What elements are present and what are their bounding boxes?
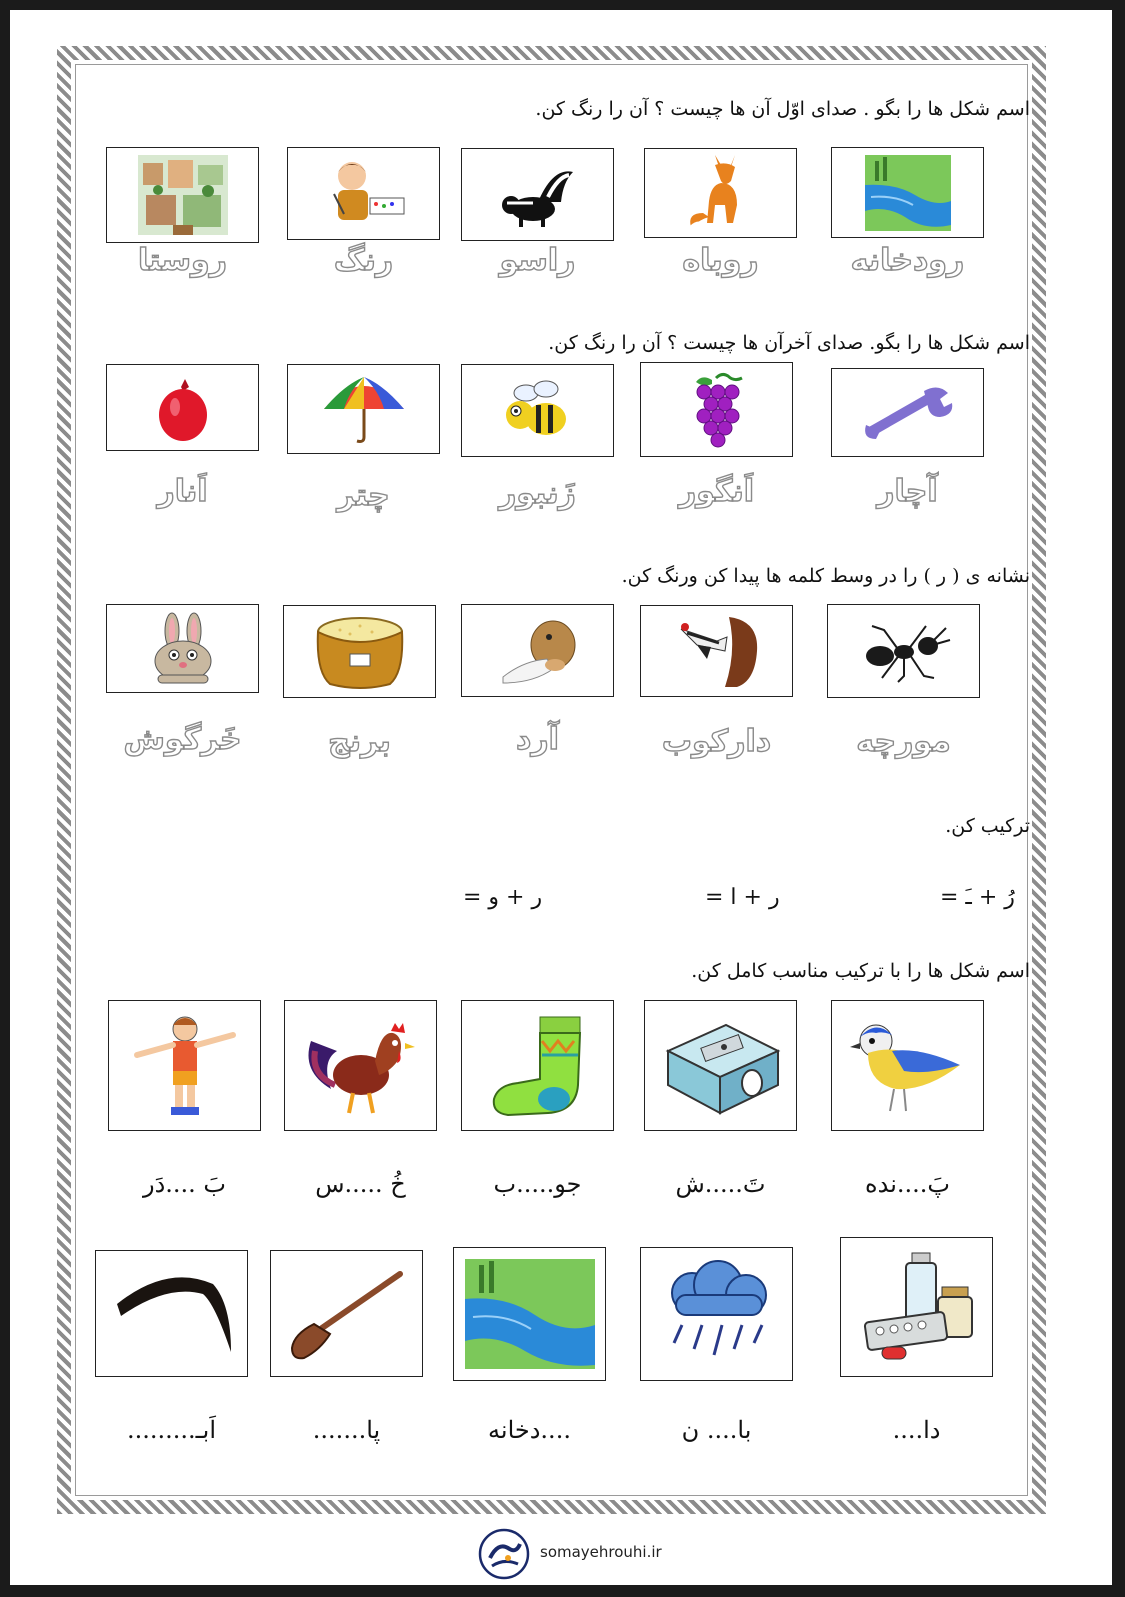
- fill-tarash: تَ.....ش: [675, 1170, 766, 1198]
- word-murche: مورچه: [856, 724, 951, 759]
- ant-icon: [827, 604, 980, 698]
- word-rasu: راسو: [499, 243, 576, 278]
- word-berenj: برنج: [328, 724, 391, 759]
- sock-icon: [461, 1000, 614, 1131]
- instruction-complete: اسم شکل ها را با ترکیب مناسب کامل کن.: [691, 960, 1030, 982]
- grapes-icon: [640, 362, 793, 457]
- rain-cloud-icon: [640, 1247, 793, 1381]
- river-icon-2: [453, 1247, 606, 1381]
- fill-paru: پا.......: [312, 1416, 381, 1444]
- umbrella-icon: [287, 364, 440, 454]
- pomegranate-icon: [106, 364, 259, 451]
- skunk-icon: [461, 148, 614, 241]
- word-rubah: روباه: [682, 243, 759, 278]
- word-angur: اَنگور: [678, 474, 755, 509]
- combo-2: ر + ا =: [705, 885, 780, 910]
- oar-icon: [270, 1250, 423, 1377]
- word-achar: آچار: [877, 474, 938, 509]
- fill-jurab: جو.....ب: [493, 1170, 582, 1198]
- fill-baran: با.... ن: [681, 1416, 752, 1444]
- sharpener-icon: [644, 1000, 797, 1131]
- river-icon: [831, 147, 984, 238]
- bird-icon: [831, 1000, 984, 1131]
- rice-sack-icon: [283, 605, 436, 698]
- word-rudkhane: رودخانه: [850, 243, 965, 278]
- word-anar: اَنار: [157, 474, 208, 509]
- word-ard: آرد: [516, 722, 559, 757]
- word-darkub: دارکوب: [661, 724, 772, 759]
- combo-1: رُ + ـَ =: [940, 885, 1015, 910]
- fill-rudkhane: ....دخانه: [488, 1416, 571, 1444]
- word-rang: رنگ: [333, 243, 394, 278]
- boy-arms-out-icon: [108, 1000, 261, 1131]
- footer-site-link[interactable]: somayehrouhi.ir: [540, 1543, 662, 1561]
- flour-hamster-icon: [461, 604, 614, 697]
- fill-abru: اَبـ.........: [126, 1416, 217, 1444]
- instruction-combine: ترکیب کن.: [945, 815, 1030, 837]
- combo-3: ر + و =: [463, 885, 543, 910]
- rooster-icon: [284, 1000, 437, 1131]
- medicine-icon: [840, 1237, 993, 1377]
- fill-daru: دا....: [892, 1416, 941, 1444]
- woodpecker-icon: [640, 605, 793, 697]
- fill-badr: بَ ....دَر: [142, 1170, 226, 1198]
- rabbit-icon: [106, 604, 259, 693]
- fox-icon: [644, 148, 797, 238]
- eyebrow-icon: [95, 1250, 248, 1377]
- fill-khorus: خُ .....س: [315, 1170, 406, 1198]
- bee-icon: [461, 364, 614, 457]
- fill-parande: پَ....نده: [865, 1170, 950, 1198]
- somayeh-rouhi-logo-icon: [478, 1528, 530, 1580]
- instruction-first-sound: اسم شکل ها را بگو . صدای اوّل آن ها چیست ؟ آن را رنگ کن.: [535, 98, 1030, 120]
- painting-boy-icon: [287, 147, 440, 240]
- village-icon: [106, 147, 259, 243]
- instruction-middle-r: نشانه ی ( ر ) را در وسط کلمه ها پیدا کن ورنگ کن.: [621, 565, 1030, 587]
- word-zanbur: زَنبور: [499, 476, 576, 511]
- word-khargush: خَرگوش: [123, 722, 242, 757]
- word-chatr: چتر: [337, 478, 390, 513]
- word-rusta: روستا: [138, 243, 227, 278]
- instruction-last-sound: اسم شکل ها را بگو. صدای آخرآن ها چیست ؟ آن را رنگ کن.: [548, 332, 1030, 354]
- wrench-icon: [831, 368, 984, 457]
